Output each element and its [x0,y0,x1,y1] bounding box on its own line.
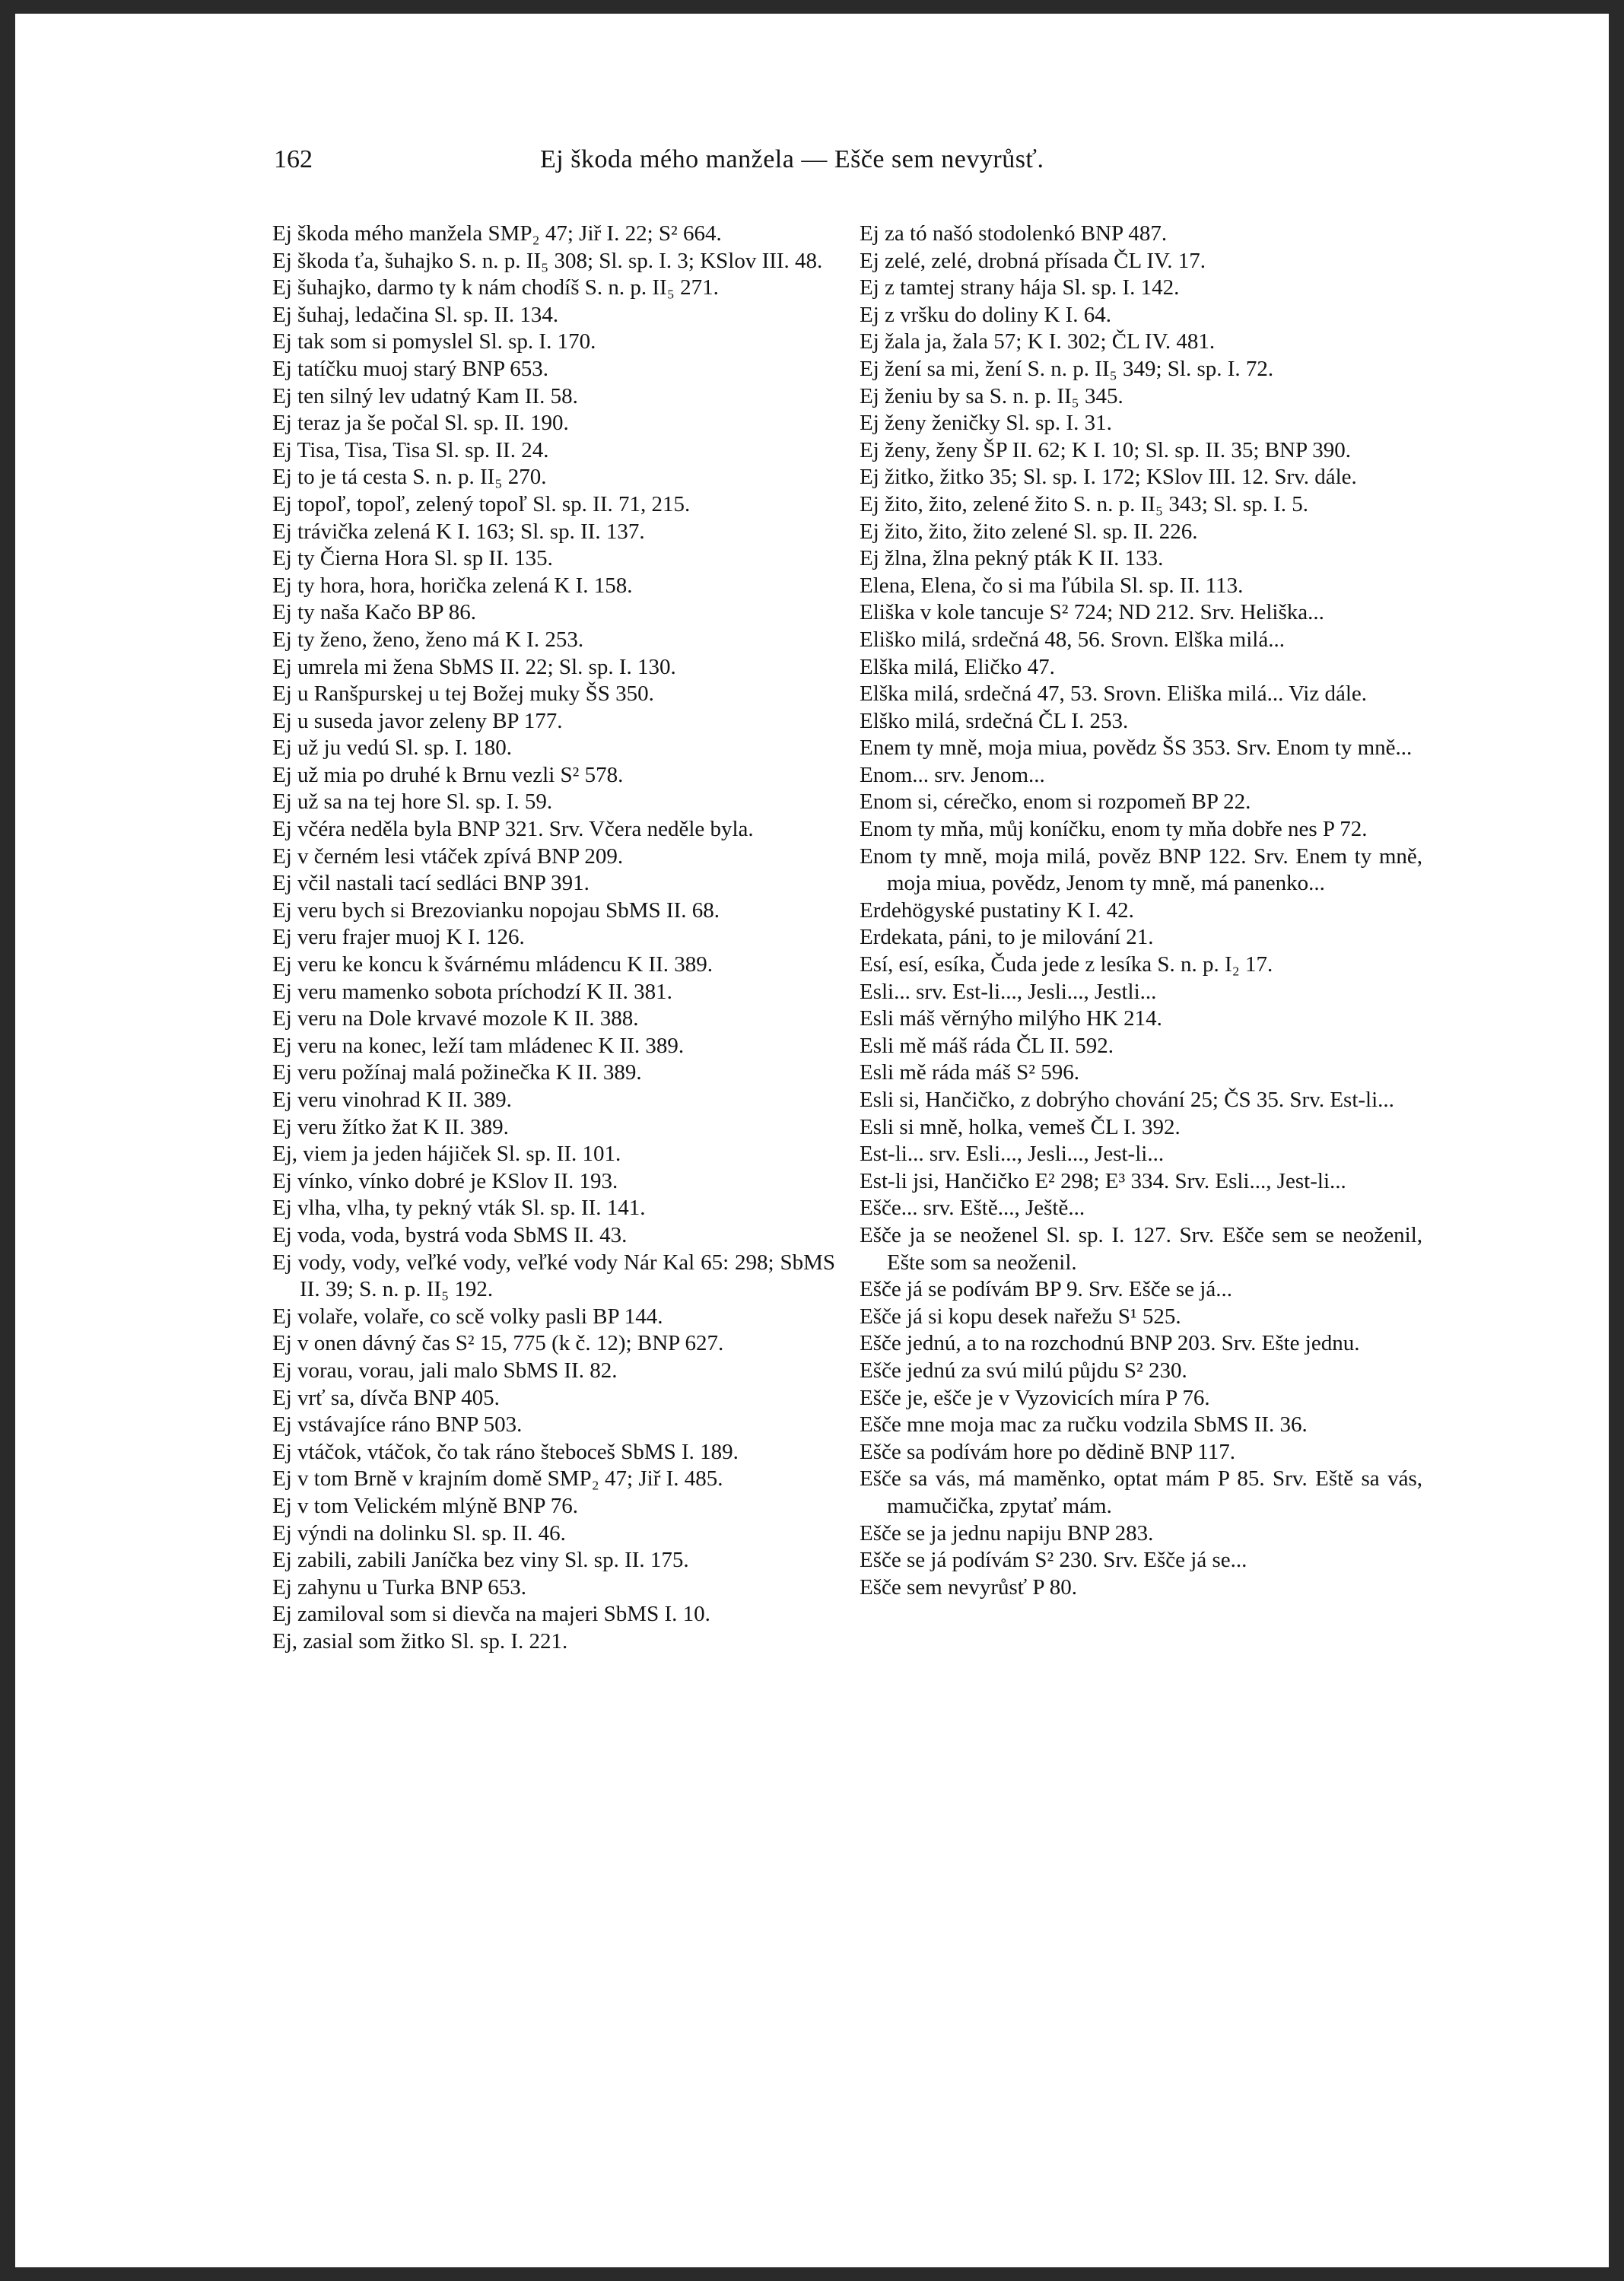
index-entry: Ej ty naša Kačo BP 86. [272,600,476,625]
index-entry: Ej vtáčok, vtáčok, čo tak ráno šteboceš SbMS I. 189. [272,1439,739,1464]
index-entry: Ej z tamtej strany hája Sl. sp. I. 142. [860,275,1180,300]
index-entry: Eliško milá, srdečná 48, 56. Srovn. Elška milá... [860,627,1285,652]
index-entry: Ej, zasial som žitko Sl. sp. I. 221. [272,1628,568,1654]
index-entry: Ej žito, žito, žito zelené Sl. sp. II. 226. [860,519,1198,544]
index-entry: Ej veru ke koncu k švárnému mládencu K II. 389. [272,952,713,977]
index-entry: Ej u suseda javor zeleny BP 177. [272,708,563,733]
index-entry: Ej výndi na dolinku Sl. sp. II. 46. [272,1520,566,1546]
index-entry: Ej v onen dávný čas S² 15, 775 (k č. 12); BNP 627. [272,1331,724,1356]
index-entry: Ej veru vinohrad K II. 389. [272,1088,512,1112]
index-entry: Ej žitko, žitko 35; Sl. sp. I. 172; KSlov III. 12. Srv. dále. [860,465,1357,490]
index-entry: Eliška v kole tancuje S² 724; ND 212. Srv. Heliška... [860,600,1324,625]
index-entry: Ej zahynu u Turka BNP 653. [272,1574,527,1600]
index-entry: Ej z vršku do doliny K I. 64. [860,302,1112,327]
index-entry: Ešče sem nevyrůsť P 80. [860,1574,1077,1600]
index-entry: Ej škoda mého manžela SMP₂ 47; Jiř I. 22; S² 664. [272,221,722,246]
index-entry: Ej už sa na tej hore Sl. sp. I. 59. [272,789,553,815]
index-entry: Enom ty mňa, můj koníčku, enom ty mňa dobře nes P 72. [860,817,1368,842]
index-entry: Ej vrť sa, dívča BNP 405. [272,1385,500,1410]
index-entry: Ej vody, vody, veľké vody, veľké vody Nár Kal 65: 298; SbMS II. 39; S. n. p. II₅ 192. [272,1250,835,1302]
index-entry: Elška milá, srdečná 47, 53. Srovn. Eliška milá... Viz dále. [860,681,1367,707]
index-entry: Ej umrela mi žena SbMS II. 22; Sl. sp. I. 130. [272,654,676,679]
index-entry: Ej včil nastali tací sedláci BNP 391. [272,871,590,896]
index-entry: Ej zabili, zabili Janíčka bez viny Sl. sp. II. 175. [272,1548,689,1573]
index-entry: Ej ty hora, hora, horička zelená K I. 158. [272,573,633,598]
index-entry: Ej ten silný lev udatný Kam II. 58. [272,383,578,408]
index-entry: Ej už ju vedú Sl. sp. I. 180. [272,735,512,761]
index-entry: Ešče se já podívám S² 230. Srv. Ešče já se... [860,1548,1247,1573]
index-entry: Elška milá, Eličko 47. [860,654,1055,679]
index-entry: Ešče... srv. Eště..., Ještě... [860,1196,1085,1221]
index-entry: Ej zelé, zelé, drobná přísada ČL IV. 17. [860,248,1206,273]
index-entry: Ej veru požínaj malá požinečka K II. 389. [272,1060,642,1085]
index-entry: Est-li... srv. Esli..., Jesli..., Jest-li... [860,1142,1165,1167]
index-entry: Ešče sa vás, má maměnko, optat mám P 85. Srv. Eště sa vás, mamučička, zpytať mám. [860,1466,1422,1518]
index-entry: Ej šuhaj, ledačina Sl. sp. II. 134. [272,302,559,327]
index-entry: Ej vstávajíce ráno BNP 503. [272,1412,523,1438]
index-entry: Est-li jsi, Hančičko E² 298; E³ 334. Srv. Esli..., Jest-li... [860,1168,1346,1193]
index-entry: Ešče jednú, a to na rozchodnú BNP 203. Srv. Ešte jednu. [860,1331,1360,1356]
index-entry: Ej veru mamenko sobota príchodzí K II. 381. [272,979,672,1004]
index-entry: Ej ty ženo, ženo, ženo má K I. 253. [272,627,584,652]
index-entry: Ej teraz ja še počal Sl. sp. II. 190. [272,411,569,436]
index-entry: Ej vorau, vorau, jali malo SbMS II. 82. [272,1358,618,1383]
scan-border-left [0,0,15,2281]
index-entry: Ej škoda ťa, šuhajko S. n. p. II₅ 308; Sl. sp. I. 3; KSlov III. 48. [272,248,823,273]
index-entry: Ej žito, žito, zelené žito S. n. p. II₅ 343; Sl. sp. I. 5. [860,491,1309,516]
index-entry: Ešče sa podívám hore po dědině BNP 117. [860,1439,1235,1464]
index-entry: Ešče se ja jednu napiju BNP 283. [860,1520,1154,1546]
index-entry: Esli... srv. Est-li..., Jesli..., Jestli... [860,979,1157,1004]
index-entry: Enem ty mně, moja miua, povědz ŠS 353. Srv. Enom ty mně... [860,735,1413,761]
scan-border-bottom [0,2267,1624,2281]
index-entry: Ešče ja se neoženel Sl. sp. I. 127. Srv. Ešče sem se neoženil, Ešte som sa neoženil. [860,1222,1422,1275]
index-entry: Ej ženiu by sa S. n. p. II₅ 345. [860,383,1123,408]
index-entry: Ej zamiloval som si dievča na majeri SbMS I. 10. [272,1602,710,1627]
scan-border-top [0,0,1624,14]
index-entry: Esli mě ráda máš S² 596. [860,1060,1079,1085]
index-entry: Ej už mia po druhé k Brnu vezli S² 578. [272,762,624,787]
index-entry: Ej voda, voda, bystrá voda SbMS II. 43. [272,1222,628,1247]
index-entry: Ej vínko, vínko dobré je KSlov II. 193. [272,1168,618,1193]
index-entry: Ešče je, ešče je v Vyzovicích míra P 76. [860,1385,1210,1410]
index-entry: Ej, viem ja jeden hájiček Sl. sp. II. 101. [272,1142,621,1167]
index-entry: Ej tatíčku muoj starý BNP 653. [272,356,549,381]
index-entry: Ej veru bych si Brezovianku nopojau SbMS II. 68. [272,897,720,923]
index-column-right [860,221,1422,1601]
page-number: 162 [274,145,313,173]
index-entry: Enom... srv. Jenom... [860,762,1045,787]
index-entry: Ešče já se podívám BP 9. Srv. Ešče se já... [860,1277,1232,1302]
scan-border-right [1609,0,1624,2281]
index-entry: Ej tak som si pomyslel Sl. sp. I. 170. [272,329,596,354]
running-head: Ej škoda mého manžela — Ešče sem nevyrůsť. [540,145,1044,173]
index-entry: Ešče já si kopu desek nařežu S¹ 525. [860,1304,1181,1329]
index-entry: Esí, esí, esíka, Čuda jede z lesíka S. n. p. I₂ 17. [860,952,1273,977]
index-entry: Ej topoľ, topoľ, zelený topoľ Sl. sp. II. 71, 215. [272,491,691,516]
index-entry: Esli máš věrnýho milýho HK 214. [860,1006,1162,1031]
index-entry: Esli si mně, holka, vemeš ČL I. 392. [860,1114,1181,1139]
index-entry: Esli si, Hančičko, z dobrýho chování 25; ČS 35. Srv. Est-li... [860,1088,1394,1112]
index-entry: Esli mě máš ráda ČL II. 592. [860,1033,1114,1058]
index-entry: Ej za tó našó stodolenkó BNP 487. [860,221,1168,246]
index-column-left [272,221,835,1655]
index-entry: Ej veru frajer muoj K I. 126. [272,925,525,950]
index-entry: Ej veru na Dole krvavé mozole K II. 388. [272,1006,639,1031]
index-entry: Ej veru na konec, leží tam mládenec K II. 389. [272,1033,685,1058]
index-entry: Ej žení sa mi, žení S. n. p. II₅ 349; Sl. sp. I. 72. [860,356,1274,381]
index-entry: Ej Tisa, Tisa, Tisa Sl. sp. II. 24. [272,437,549,462]
index-entry: Ešče mne moja mac za ručku vodzila SbMS II. 36. [860,1412,1308,1438]
index-entry: Ej ženy, ženy ŠP II. 62; K I. 10; Sl. sp. II. 35; BNP 390. [860,437,1352,462]
index-entry: Ej včéra neděla byla BNP 321. Srv. Včera neděle byla. [272,817,754,842]
index-entry: Erdehögyské pustatiny K I. 42. [860,897,1134,923]
index-entry: Ešče jednú za svú milú půjdu S² 230. [860,1358,1187,1383]
index-entry: Ej v černém lesi vtáček zpívá BNP 209. [272,843,624,869]
page-header [274,137,1384,183]
index-entry: Ej v tom Velickém mlýně BNP 76. [272,1493,578,1518]
index-entry: Ej volaře, volaře, co scě volky pasli BP 144. [272,1304,663,1329]
index-entry: Ej v tom Brně v krajním domě SMP₂ 47; Jiř I. 485. [272,1466,723,1492]
index-entry: Ej ženy ženičky Sl. sp. I. 31. [860,411,1112,436]
index-entry: Ej trávička zelená K I. 163; Sl. sp. II. 137. [272,519,645,544]
index-entry: Ej žala ja, žala 57; K I. 302; ČL IV. 481. [860,329,1216,354]
index-entry: Elena, Elena, čo si ma ľúbila Sl. sp. II. 113. [860,573,1244,598]
index-entry: Enom si, cérečko, enom si rozpomeň BP 22. [860,789,1251,815]
index-entry: Ej to je tá cesta S. n. p. II₅ 270. [272,465,547,490]
index-entry: Elško milá, srdečná ČL I. 253. [860,708,1129,733]
index-entry: Ej vlha, vlha, ty pekný vták Sl. sp. II. 141. [272,1196,646,1221]
index-entry: Erdekata, páni, to je milování 21. [860,925,1154,950]
index-entry: Enom ty mně, moja milá, pověz BNP 122. Srv. Enem ty mně, moja miua, povědz, Jenom ty mně, má panenko... [860,843,1422,896]
index-entry: Ej veru žítko žat K II. 389. [272,1114,509,1139]
index-entry: Ej šuhajko, darmo ty k nám chodíš S. n. p. II₅ 271. [272,275,719,300]
index-entry: Ej žlna, žlna pekný pták K II. 133. [860,546,1164,571]
index-entry: Ej u Ranšpurskej u tej Božej muky ŠS 350. [272,681,654,707]
index-entry: Ej ty Čierna Hora Sl. sp II. 135. [272,546,553,571]
